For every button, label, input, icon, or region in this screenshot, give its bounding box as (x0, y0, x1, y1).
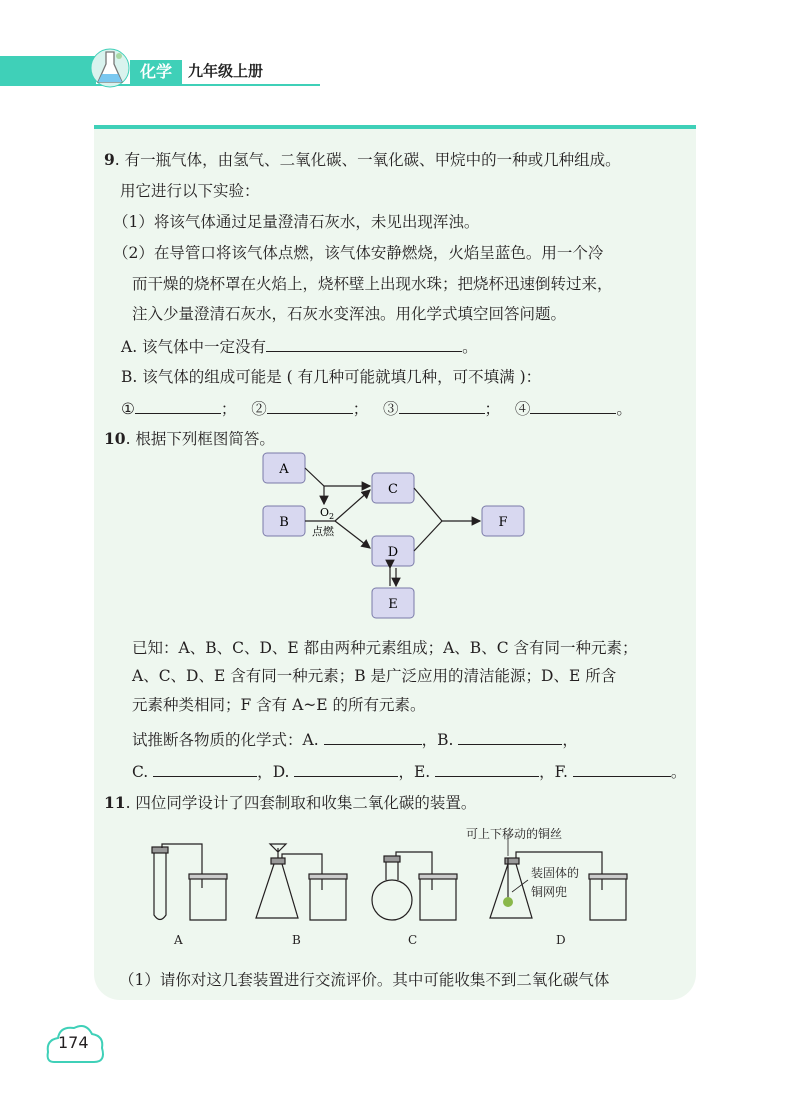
lb-b: B. (437, 731, 454, 749)
wire-label: 可上下移动的铜丝 (466, 827, 563, 841)
header-line (0, 84, 320, 86)
lb-d: D. (272, 763, 290, 781)
q9-stem2: 用它进行以下实验： (120, 182, 260, 200)
comma: ， (539, 763, 555, 781)
q10-flow-diagram (250, 448, 540, 623)
q9-part-a-text: A. 该气体中一定没有 (121, 338, 267, 356)
apparatus-a-jar (190, 878, 226, 920)
lb-c: C. (132, 763, 149, 781)
q10-stem (104, 428, 275, 450)
q9-options (121, 397, 632, 420)
q10-known2: A、C、D、E 含有同一种元素；B 是广泛应用的清洁能源；D、E 所含 (132, 667, 617, 685)
copper-net-icon (503, 897, 513, 907)
arrow-b-d (335, 521, 370, 548)
q9-part-b: B. 该气体的组成可能是 ( 有几种可能就填几种，可不填满 )： (121, 368, 542, 386)
apparatus-label-c: C (408, 933, 418, 947)
box-d-label: D (387, 545, 399, 560)
o2-symbol: O (320, 506, 330, 519)
o2-label (320, 506, 334, 521)
ignite-label: 点燃 (312, 525, 334, 538)
q10-c-blank[interactable] (153, 760, 257, 777)
sep: ； (220, 400, 237, 418)
apparatus-a-tube (154, 850, 166, 920)
apparatus-b-funnel (270, 844, 286, 858)
q10-f-blank[interactable] (573, 760, 671, 777)
sep: ； (352, 400, 369, 418)
q10-b-blank[interactable] (458, 728, 562, 745)
lb-a: A. (302, 731, 319, 749)
apparatus-label-a: A (174, 933, 183, 947)
apparatus-c-jar (420, 878, 456, 920)
q9-opt4-blank[interactable] (530, 397, 616, 414)
q9-opt2-label: ② (251, 400, 267, 418)
apparatus-b-flask (256, 864, 298, 918)
comma: ， (562, 731, 578, 749)
q10-answers-row2 (132, 760, 686, 783)
q9-a-answer-blank[interactable] (266, 335, 462, 352)
apparatus-b-jar (310, 878, 346, 920)
q10-stem-text: . 根据下列框图简答。 (125, 430, 275, 448)
lb-e: E. (413, 763, 431, 781)
q11-stem-text: . 四位同学设计了四套制取和收集二氧化碳的装置。 (125, 794, 477, 812)
top-rule (94, 125, 696, 129)
apparatus-d-jar (590, 878, 626, 920)
bag-label2: 铜网兜 (531, 885, 568, 899)
q9-opt1-blank[interactable] (135, 397, 221, 414)
flask-logo-icon (90, 44, 130, 92)
q9-step1: （1）将该气体通过足量澄清石灰水，未见出现浑浊。 (113, 213, 480, 231)
q9-a-suffix: 。 (462, 338, 478, 356)
q11-stem (104, 792, 476, 814)
comma: ， (398, 763, 414, 781)
q9-number: 9 (104, 150, 115, 169)
q9-opt1-label: ① (121, 400, 135, 418)
box-b-label: B (279, 515, 289, 530)
bag-label1: 装固体的 (531, 866, 580, 880)
box-a-label: A (279, 462, 289, 477)
q11-number: 11 (104, 793, 126, 812)
q9-opt4-label: ④ (514, 400, 531, 418)
apparatus-c-pipe (396, 852, 432, 890)
box-f-label: F (498, 515, 508, 530)
comma: ， (257, 763, 273, 781)
q11-part1: （1）请你对这几套装置进行交流评价。其中可能收集不到二氧化碳气体 (119, 971, 610, 989)
q9-opt3-label: ③ (383, 400, 399, 418)
q9-step2c: 注入少量澄清石灰水，石灰水变浑浊。用化学式填空回答问题。 (132, 305, 567, 323)
q10-known3: 元素种类相同；F 含有 A~E 的所有元素。 (132, 696, 426, 714)
apparatus-label-b: B (292, 933, 301, 947)
q10-number: 10 (104, 429, 126, 448)
apparatus-label-d: D (556, 933, 566, 947)
apparatus-d-flask (490, 864, 532, 918)
q9-part-a (121, 335, 478, 358)
subject-label: 化学 (130, 60, 182, 84)
q10-d-blank[interactable] (294, 760, 398, 777)
page-number: 174 (58, 1033, 89, 1052)
q9-opt2-blank[interactable] (267, 397, 353, 414)
arrow-a-c (305, 468, 370, 486)
grade-label: 九年级上册 (188, 62, 264, 80)
lb-f: F. (554, 763, 568, 781)
end: 。 (616, 400, 632, 418)
arrow-b-c (305, 490, 370, 521)
q9-stem-text: . 有一瓶气体，由氢气、二氧化碳、一氧化碳、甲烷中的一种或几种组成。 (114, 151, 621, 169)
q10-a-blank[interactable] (324, 728, 422, 745)
box-e-label: E (388, 597, 398, 612)
line-d-f (414, 521, 442, 551)
sep: ； (484, 400, 501, 418)
q9-step2a: （2）在导管口将该气体点燃，该气体安静燃烧，火焰呈蓝色。用一个冷 (113, 244, 604, 262)
q10-known1: 已知：A、B、C、D、E 都由两种元素组成；A、B、C 含有同一种元素； (132, 639, 638, 657)
q10-intro: 试推断各物质的化学式： (132, 731, 303, 749)
comma: ， (421, 731, 438, 749)
header-band (0, 56, 96, 86)
line-c-f (414, 488, 442, 521)
box-c-label: C (388, 482, 398, 497)
q9-stem (104, 149, 621, 171)
o2-subscript: 2 (329, 512, 335, 521)
apparatus-c-flask (372, 880, 412, 920)
q10-answers-row1 (132, 728, 578, 751)
end: 。 (670, 763, 687, 781)
q9-step2b: 而干燥的烧杯罩在火焰上，烧杯壁上出现水珠；把烧杯迅速倒转过来， (132, 275, 613, 293)
q9-opt3-blank[interactable] (399, 397, 485, 414)
q10-e-blank[interactable] (435, 760, 539, 777)
